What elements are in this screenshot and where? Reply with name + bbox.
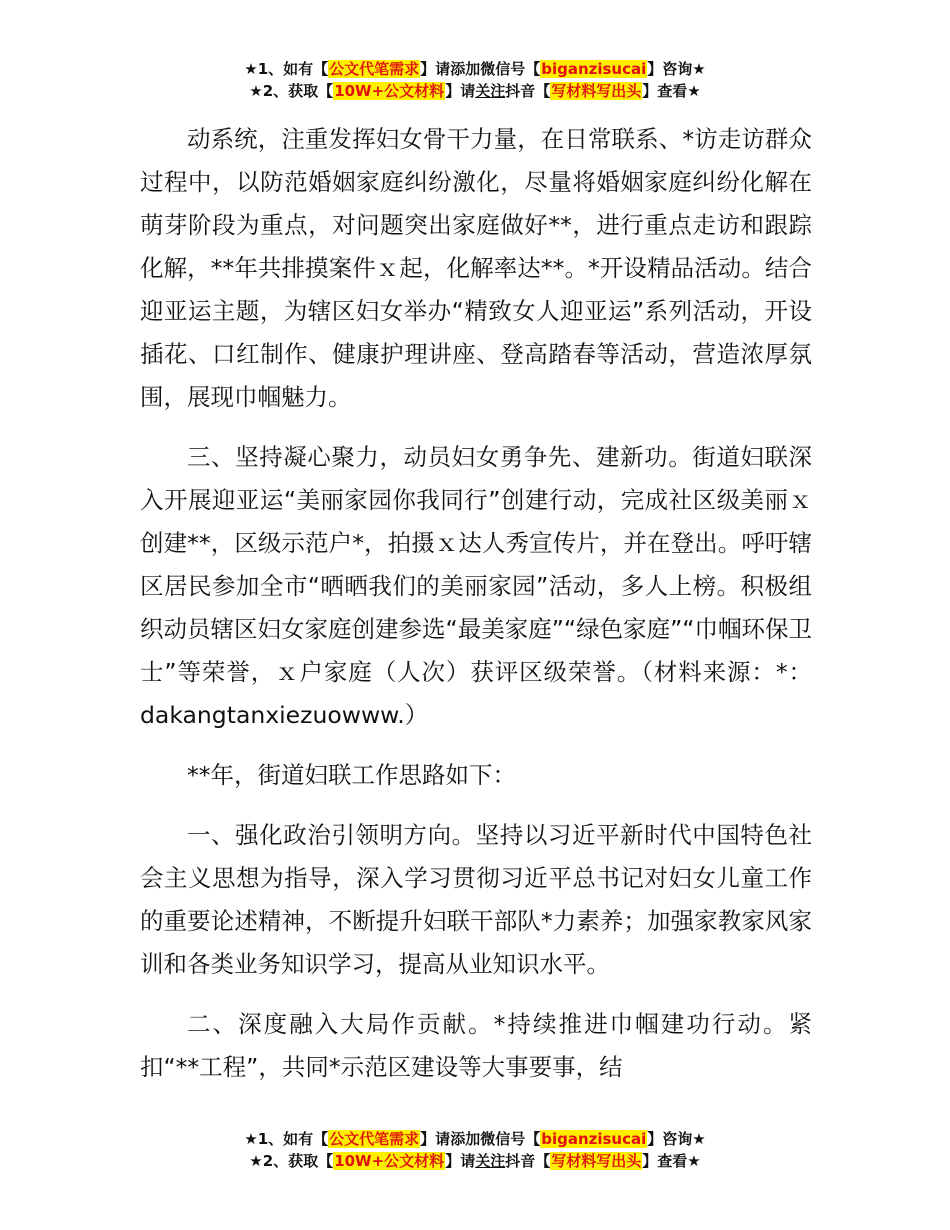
banner-line-2 <box>0 80 950 102</box>
document-body <box>140 118 812 1106</box>
banner-text: 关注 <box>475 1152 506 1170</box>
banner-text: 关注 <box>475 82 506 100</box>
banner-line-2 <box>0 1150 950 1172</box>
banner-highlight: 公文代笔需求 <box>329 60 420 78</box>
banner-highlight: 写材料写出头 <box>551 1152 642 1170</box>
banner-highlight: biganzisucai <box>541 1130 647 1148</box>
banner-text: 】咨询★ <box>647 1130 706 1148</box>
banner-text: ★2、获取【 <box>249 82 334 100</box>
banner-text: 抖音【 <box>505 82 551 100</box>
header-banner <box>0 58 950 102</box>
banner-text: ★2、获取【 <box>249 1152 334 1170</box>
banner-text: 】查看★ <box>642 1152 701 1170</box>
banner-text: 微信号【 <box>480 1130 541 1148</box>
banner-highlight: 公文代笔需求 <box>329 1130 420 1148</box>
banner-text: ★1、如有【 <box>244 60 329 78</box>
banner-highlight: 10W+公文材料 <box>334 1152 445 1170</box>
banner-text: 添加 <box>450 1130 481 1148</box>
paragraph: 三、坚持凝心聚力，动员妇女勇争先、建新功。街道妇联深入开展迎亚运“美丽家园你我同行”创建行动，完成社区级美丽ｘ创建**，区级示范户*，拍摄ｘ达人秀宣传片，并在登出。呼吁辖区居民参加全市“晒晒我们的美丽家园”活动，多人上榜。积极组织动员辖区妇女家庭创建参选“最美家庭”“绿色家庭”“巾帼环保卫士”等荣誉，ｘ户家庭（人次）获评区级荣誉。（材料来源：*：dakangtanxiezuowww.） <box>140 443 812 729</box>
banner-text: 】请 <box>420 60 451 78</box>
paragraph: 一、强化政治引领明方向。坚持以习近平新时代中国特色社会主义思想为指导，深入学习贯彻习近平总书记对妇女儿童工作的重要论述精神，不断提升妇联干部队*力素养；加强家教家风家训和各类业务知识学习，提高从业知识水平。 <box>140 821 812 978</box>
banner-text: 】请 <box>420 1130 451 1148</box>
banner-text: 】咨询★ <box>647 60 706 78</box>
banner-highlight: biganzisucai <box>541 60 647 78</box>
banner-highlight: 10W+公文材料 <box>334 82 445 100</box>
paragraph: **年，街道妇联工作思路如下： <box>187 761 516 789</box>
footer-banner <box>0 1128 950 1172</box>
banner-text: 】请 <box>445 82 476 100</box>
banner-highlight: 写材料写出头 <box>551 82 642 100</box>
banner-text: 抖音【 <box>505 1152 551 1170</box>
banner-text: ★1、如有【 <box>244 1130 329 1148</box>
banner-line-1 <box>0 1128 950 1150</box>
banner-text: 】请 <box>445 1152 476 1170</box>
banner-line-1 <box>0 58 950 80</box>
banner-text: 】查看★ <box>642 82 701 100</box>
banner-text: 微信号【 <box>480 60 541 78</box>
banner-text: 添加 <box>450 60 481 78</box>
paragraph: 二、深度融入大局作贡献。*持续推进巾帼建功行动。紧扣“**工程”，共同*示范区建设等大事要事，结 <box>140 1010 812 1081</box>
paragraph: 动系统，注重发挥妇女骨干力量，在日常联系、*访走访群众过程中，以防范婚姻家庭纠纷激化，尽量将婚姻家庭纠纷化解在萌芽阶段为重点，对问题突出家庭做好**，进行重点走访和跟踪化解，**年共排摸案件ｘ起，化解率达**。*开设精品活动。结合迎亚运主题，为辖区妇女举办“精致女人迎亚运”系列活动，开设插花、口红制作、健康护理讲座、登高踏春等活动，营造浓厚氛围，展现巾帼魅力。 <box>140 125 812 411</box>
